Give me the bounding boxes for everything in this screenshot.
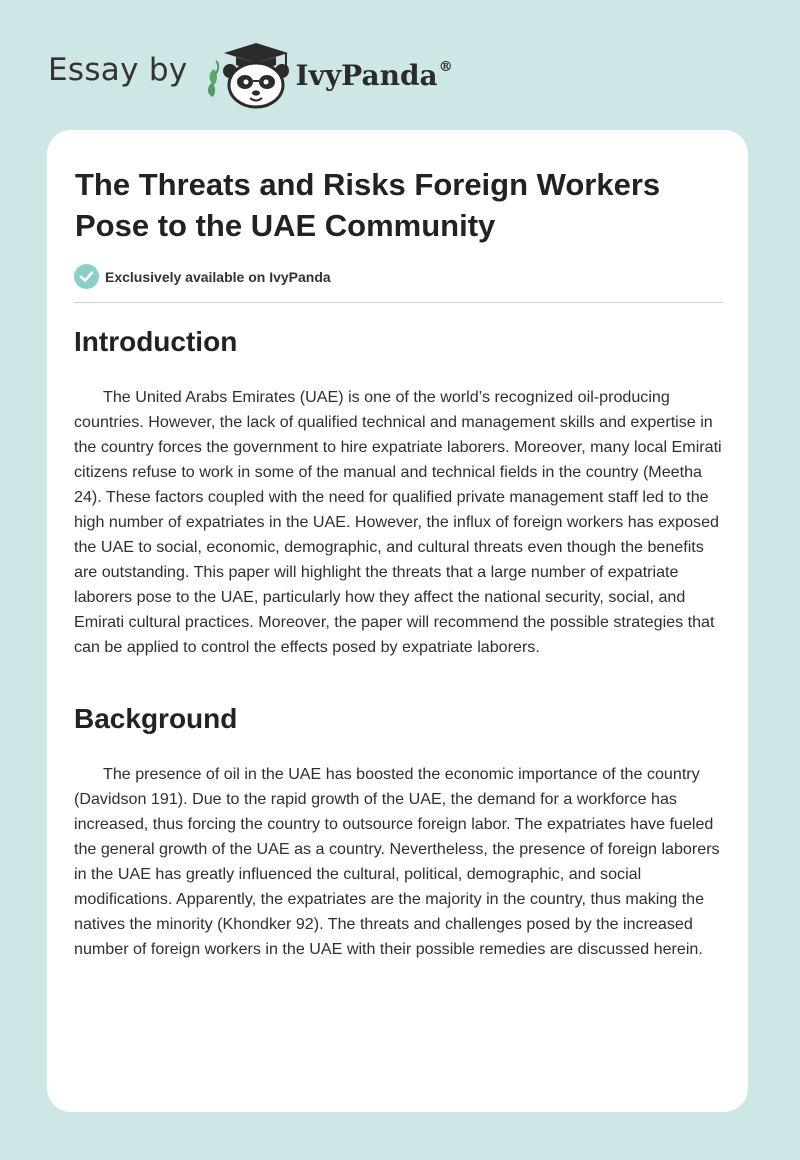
exclusive-text: Exclusively available on IvyPanda [105,268,331,285]
section-paragraph-background: The presence of oil in the UAE has boosted the economic importance of the country (Davidson 191). Due to the rapid growth of the UAE, the demand for a workforce has increased, thus forcing the country to outsource foreign labor. The expatriates have fueled the general growth of the UAE as a country. Nevertheless, the presence of foreign laborers in the UAE has greatly influenced the cultural, political, demographic, and social modifications. Apparently, the expatriates are the majority in the country, thus making the natives the minority (Khondker 92). The threats and challenges posed by the increased number of foreign workers in the UAE with their possible remedies are discussed herein. [74,765,720,958]
check-circle-icon [74,264,99,289]
section-heading-background: Background [74,703,238,734]
essay-card [47,130,748,1112]
panda-logo-icon [202,39,292,109]
section-heading-introduction: Introduction [74,326,238,357]
divider [74,302,723,303]
section-paragraph-introduction: The United Arabs Emirates (UAE) is one of the world’s recognized oil-producing countries. However, the lack of qualified technical and management skills and expertise in the country forces the government to hire expatriate laborers. Moreover, many local Emirati citizens refuse to work in some of the manual and technical fields in the country (Meetha 24). These factors coupled with the need for qualified private management staff led to the high number of expatriates in the UAE. However, the influx of foreign workers has exposed the UAE to social, economic, demographic, and cultural threats even though the benefits are outstanding. This paper will highlight the threats that a large number of expatriate laborers pose to the UAE, particularly how they affect the national security, social, and Emirati cultural practices. Moreover, the paper will recommend the possible strategies that can be applied to control the effects posed by expatriate laborers. [74,388,722,656]
page-title: The Threats and Risks Foreign Workers Pose to the UAE Community [75,167,661,243]
brand-name: IvyPanda® [295,58,453,92]
brand-prefix: Essay by [48,52,188,88]
exclusive-badge [74,264,331,289]
site-brand[interactable] [48,36,453,112]
